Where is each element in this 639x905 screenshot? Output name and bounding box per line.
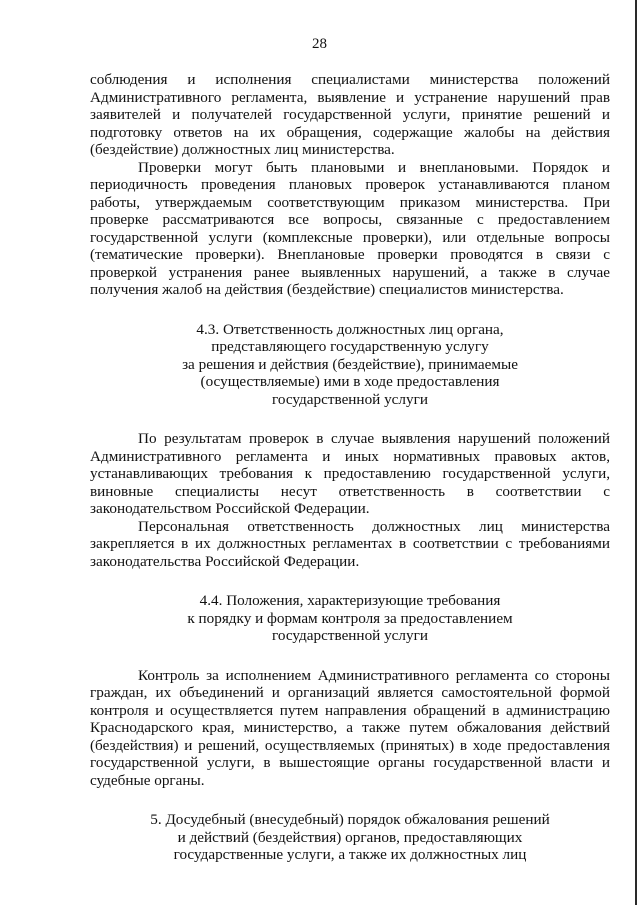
section-5-heading — [90, 811, 610, 864]
heading-line: (осуществляемые) ими в ходе предоставления — [200, 373, 500, 390]
heading-line: и действий (бездействия) органов, предоставляющих — [177, 828, 523, 846]
heading-line: представляющего государственную услугу — [211, 338, 489, 355]
paragraph-citizen-control: Контроль за исполнением Административного регламента со стороны граждан, их объединений и организаций является самостоятельной формой контроля и осуществляется путем направления обращений в администрацию Краснодарского края, министерство, а также путем обжалования действий (бездействия) и решений, осуществляемых (принятых) в ходе предоставления государственной услуги, в вышестоящие органы государственной власти и судебные органы. — [90, 666, 610, 789]
section-4-4-heading — [90, 592, 610, 645]
paragraph-continuation: соблюдения и исполнения специалистами министерства положений Административного регламента, выявление и устранение нарушений прав заявителей и получателей государственной услуги, принятие решений и подготовку ответов на их обращения, содержащие жалобы на действия (бездействие) должностных лиц министерства. — [90, 71, 610, 158]
heading-line: 4.4. Положения, характеризующие требования — [199, 592, 501, 609]
heading-line: за решения и действия (бездействие), принимаемые — [182, 355, 518, 373]
paragraph-responsibility: По результатам проверок в случае выявления нарушений положений Административного регламента и иных нормативных правовых актов, устанавливающих требования к предоставлению государственной услуги, виновные специалисты несут ответственность в соответствии с законодательством Российской Федерации. — [90, 430, 610, 517]
page-number: 28 — [312, 36, 327, 52]
heading-line: 4.3. Ответственность должностных лиц органа, — [196, 320, 504, 338]
paragraph-inspections: Проверки могут быть плановыми и внеплановыми. Порядок и периодичность проведения плановых проверок устанавливаются планом работы, утверждаемым соответствующим приказом министерства. При проверке рассматриваются все вопросы, связанные с предоставлением государственной услуги (комплексные проверки), или отдельные вопросы (тематические проверки). Внеплановые проверки проводятся в связи с проверкой устранения ранее выявленных нарушений, а также в случае получения жалоб на действия (бездействие) специалистов министерства. — [90, 158, 610, 298]
heading-line: государственной услуги — [272, 627, 428, 644]
scan-edge-line — [635, 0, 637, 905]
paragraph-personal-responsibility: Персональная ответственность должностных лиц министерства закрепляется в их должностных регламентах в соответствии с требованиями законодательства Российской Федерации. — [90, 517, 610, 570]
heading-line: государственные услуги, а также их должностных лиц — [173, 846, 527, 863]
heading-line: к порядку и формам контроля за предоставлением — [187, 609, 513, 627]
heading-line: государственной услуги — [272, 390, 428, 408]
section-4-3-heading — [90, 321, 610, 409]
document-body — [90, 71, 610, 864]
heading-line: 5. Досудебный (внесудебный) порядок обжалования решений — [150, 811, 550, 828]
